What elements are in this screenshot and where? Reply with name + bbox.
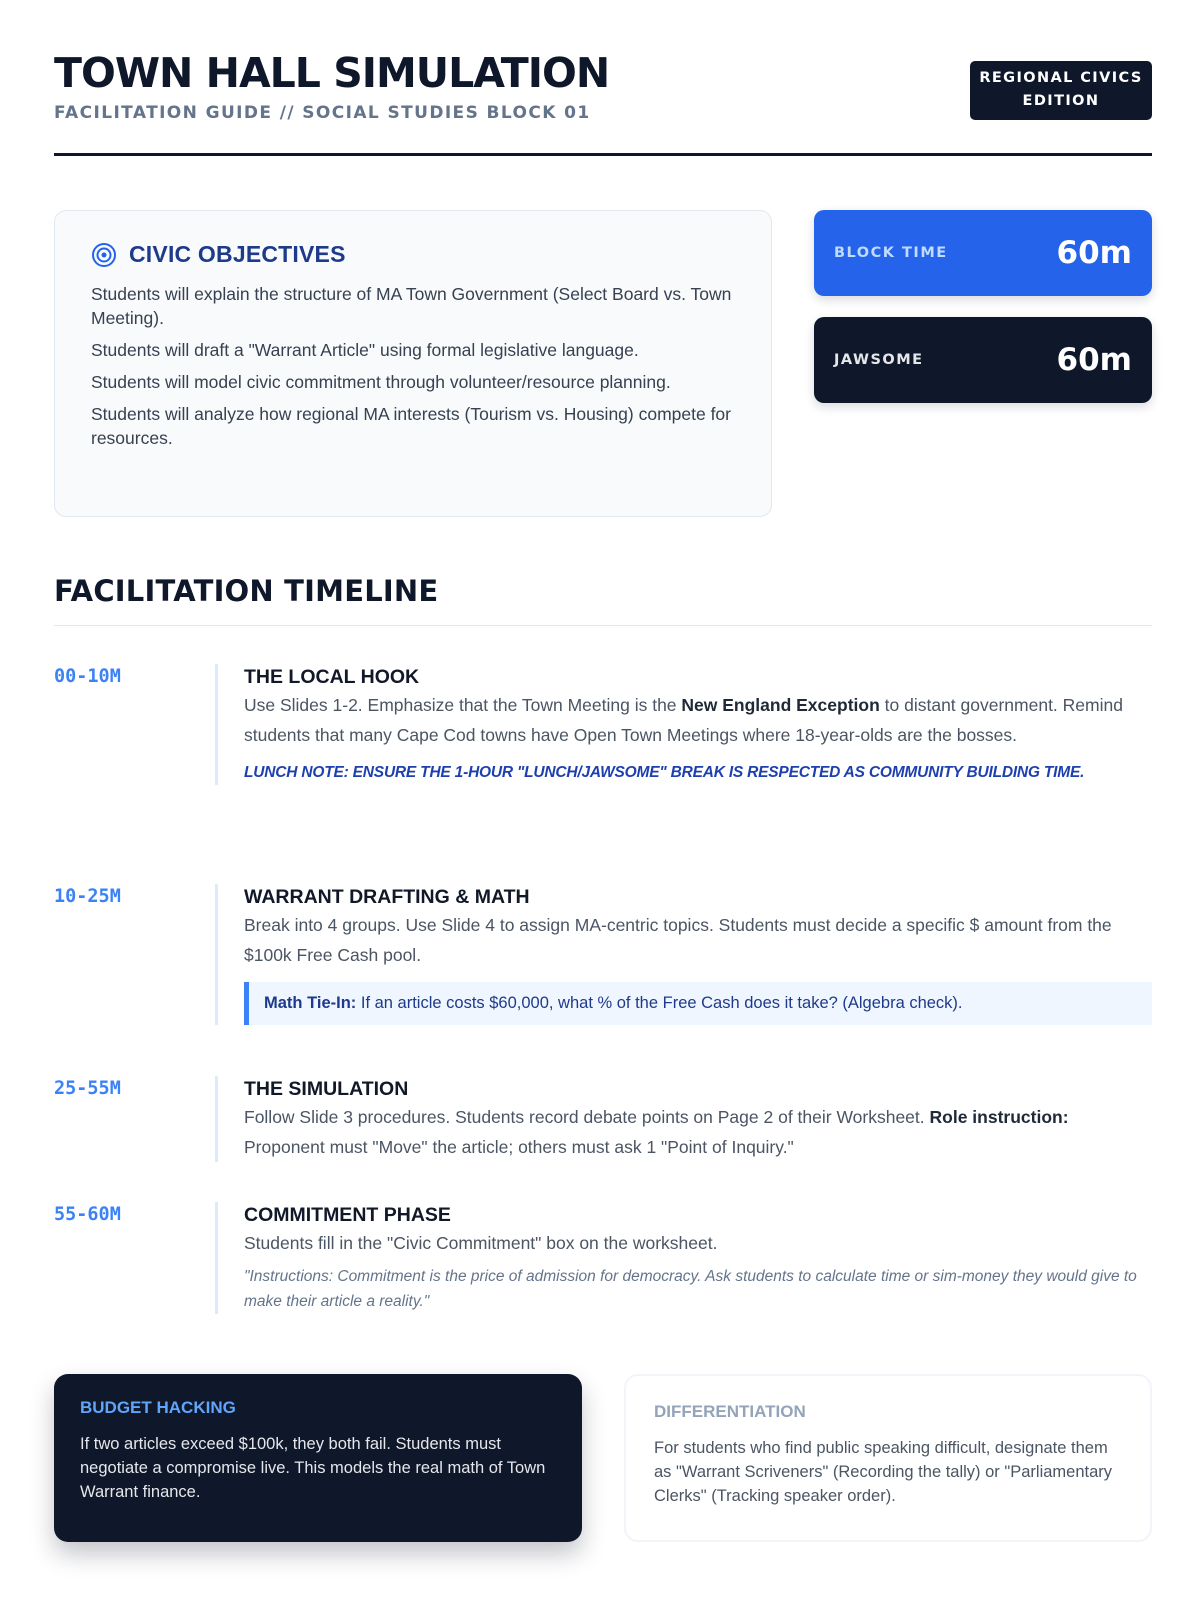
text-segment: to distant government. Remind students that many Cape Cod towns have Open Town Meetings where 18-year-olds are the bosses. — [244, 695, 1123, 745]
callout-label: Math Tie-In: — [264, 994, 357, 1012]
timeline-text: Break into 4 groups. Use Slide 4 to assign MA-centric topics. Students must decide a specific $ amount from the $100k Free Cash pool. — [244, 915, 1112, 965]
instructions-quote: "Instructions: Commitment is the price of admission for democracy. Ask students to calculate time or sim-money they would give to make their article a reality." — [244, 1268, 1137, 1310]
diff-card-text: For students who find public speaking difficult, designate them as "Warrant Scriveners" (Recording the tally) or "Parliamentary Clerks" (Tracking speaker order). — [654, 1439, 1113, 1505]
jawsome-value: 60m — [1056, 342, 1132, 378]
jawsome-label: JAWSOME — [834, 352, 924, 368]
objective-item: Students will model civic commitment through volunteer/resource planning. — [91, 372, 671, 392]
timeline-heading: WARRANT DRAFTING & MATH — [244, 886, 530, 908]
timeline-time: 25-55M — [54, 1078, 121, 1099]
text-emphasis: Role instruction: — [929, 1107, 1069, 1127]
objectives-title: CIVIC OBJECTIVES — [129, 241, 346, 267]
timeline-body — [215, 884, 1152, 1025]
objective-item: Students will analyze how regional MA interests (Tourism vs. Housing) compete for resources. — [91, 404, 731, 448]
budget-card-title: BUDGET HACKING — [80, 1398, 236, 1417]
timeline-heading: THE SIMULATION — [244, 1078, 409, 1100]
block-time-label: BLOCK TIME — [834, 245, 948, 261]
timeline-time: 00-10M — [54, 666, 121, 687]
block-time-card — [814, 210, 1152, 296]
page-title: TOWN HALL SIMULATION — [54, 49, 610, 97]
text-emphasis: New England Exception — [681, 695, 880, 715]
timeline-text — [244, 690, 1152, 750]
target-icon — [91, 242, 117, 268]
timeline-title: FACILITATION TIMELINE — [54, 574, 439, 608]
math-tie-in-callout — [244, 982, 1152, 1025]
timeline-header — [54, 574, 1152, 626]
text-segment: Use Slides 1-2. Emphasize that the Town Meeting is the — [244, 695, 682, 715]
timeline-heading: THE LOCAL HOOK — [244, 666, 420, 688]
diff-card-title: DIFFERENTIATION — [654, 1402, 806, 1421]
timeline-body — [215, 1202, 1152, 1314]
timeline-body — [215, 664, 1152, 785]
callout-text: If an article costs $60,000, what % of the Free Cash does it take? (Algebra check). — [356, 994, 963, 1012]
objectives-list — [91, 282, 735, 450]
page-subtitle: FACILITATION GUIDE // SOCIAL STUDIES BLOCK 01 — [54, 103, 591, 123]
timeline-time: 55-60M — [54, 1204, 121, 1225]
timeline-heading: COMMITMENT PHASE — [244, 1204, 451, 1226]
timeline-text — [244, 1102, 1152, 1162]
timeline-time: 10-25M — [54, 886, 121, 907]
objectives-header — [91, 241, 735, 268]
timeline-text: Students fill in the "Civic Commitment" box on the worksheet. — [244, 1233, 718, 1253]
edition-badge: REGIONAL CIVICS EDITION — [970, 61, 1152, 120]
budget-hacking-card — [54, 1374, 582, 1542]
budget-card-text: If two articles exceed $100k, they both fail. Students must negotiate a compromise live. This models the real math of Town Warrant finance. — [80, 1435, 546, 1501]
jawsome-card — [814, 317, 1152, 403]
timeline-body — [215, 1076, 1152, 1162]
lunch-note: LUNCH NOTE: ENSURE THE 1-HOUR "LUNCH/JAWSOME" BREAK IS RESPECTED AS COMMUNITY BUILDING TIME. — [244, 764, 1085, 781]
text-segment: Follow Slide 3 procedures. Students record debate points on Page 2 of their Worksheet. — [244, 1107, 930, 1127]
block-time-value: 60m — [1056, 235, 1132, 271]
differentiation-card — [624, 1374, 1152, 1542]
objective-item: Students will explain the structure of MA Town Government (Select Board vs. Town Meeting). — [91, 284, 732, 328]
civic-objectives-panel — [54, 210, 772, 517]
objective-item: Students will draft a "Warrant Article" using formal legislative language. — [91, 340, 639, 360]
text-segment: Proponent must "Move" the article; others must ask 1 "Point of Inquiry." — [244, 1137, 794, 1157]
page-header — [54, 48, 1152, 156]
